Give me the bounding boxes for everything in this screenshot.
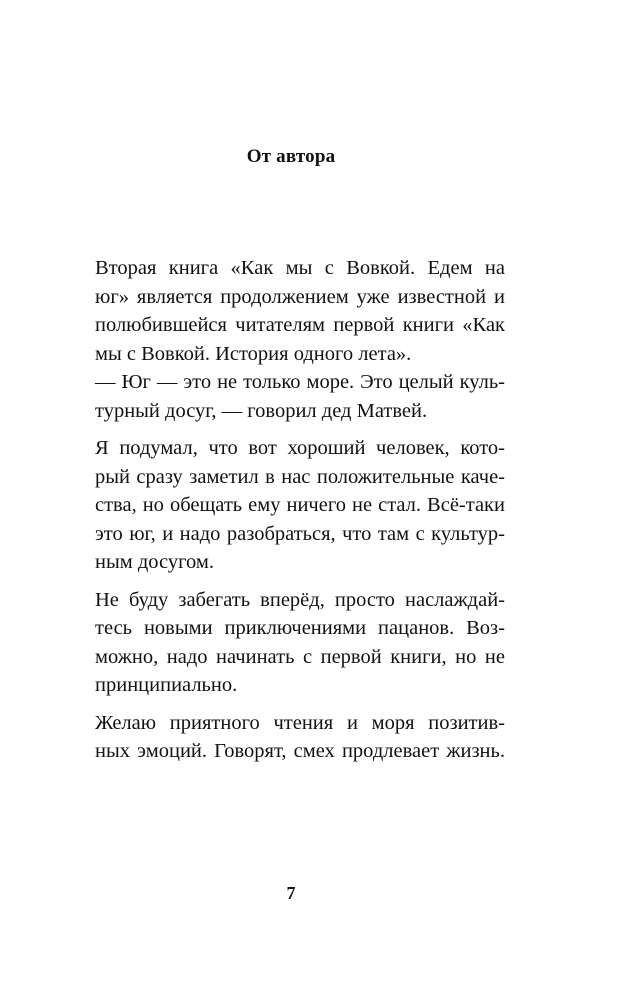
page-number: 7 [286, 883, 296, 903]
text-line: Вторая книга «Как мы с Вовкой. Едем на [95, 257, 505, 279]
text-line: Не буду забегать вперёд, просто наслаждай- [95, 588, 505, 611]
body-text [95, 254, 505, 766]
text-line: ных эмоций. Говорят, смех продлевает жизнь. [95, 740, 505, 762]
text-line: это юг, и надо разобраться, что там с культур- [95, 522, 505, 545]
chapter-heading: От автора [246, 146, 336, 167]
text-line: ным досугом. [95, 551, 214, 573]
text-line: мы с Вовкой. История одного лета». [95, 342, 412, 365]
text-line: рый сразу заметил в нас положительные каче- [95, 465, 505, 488]
text-line: турный досуг, — говорил дед Матвей. [95, 399, 428, 422]
text-line: — Юг — это не только море. Это целый куль- [95, 371, 505, 393]
text-line: принципиально. [95, 674, 238, 696]
text-line: тесь новыми приключениями пацанов. Воз- [95, 617, 505, 639]
text-line: Я подумал, что вот хороший человек, кото- [95, 437, 505, 459]
text-line: полюбившейся читателям первой книги «Как [95, 314, 505, 336]
text-line: ства, но обещать ему ничего не стал. Всё-таки [95, 494, 505, 516]
text-line: можно, надо начинать с первой книги, но не [95, 645, 505, 668]
text-line: Желаю приятного чтения и моря позитив- [95, 711, 505, 734]
text-line: юг» является продолжением уже известной и [95, 285, 505, 308]
